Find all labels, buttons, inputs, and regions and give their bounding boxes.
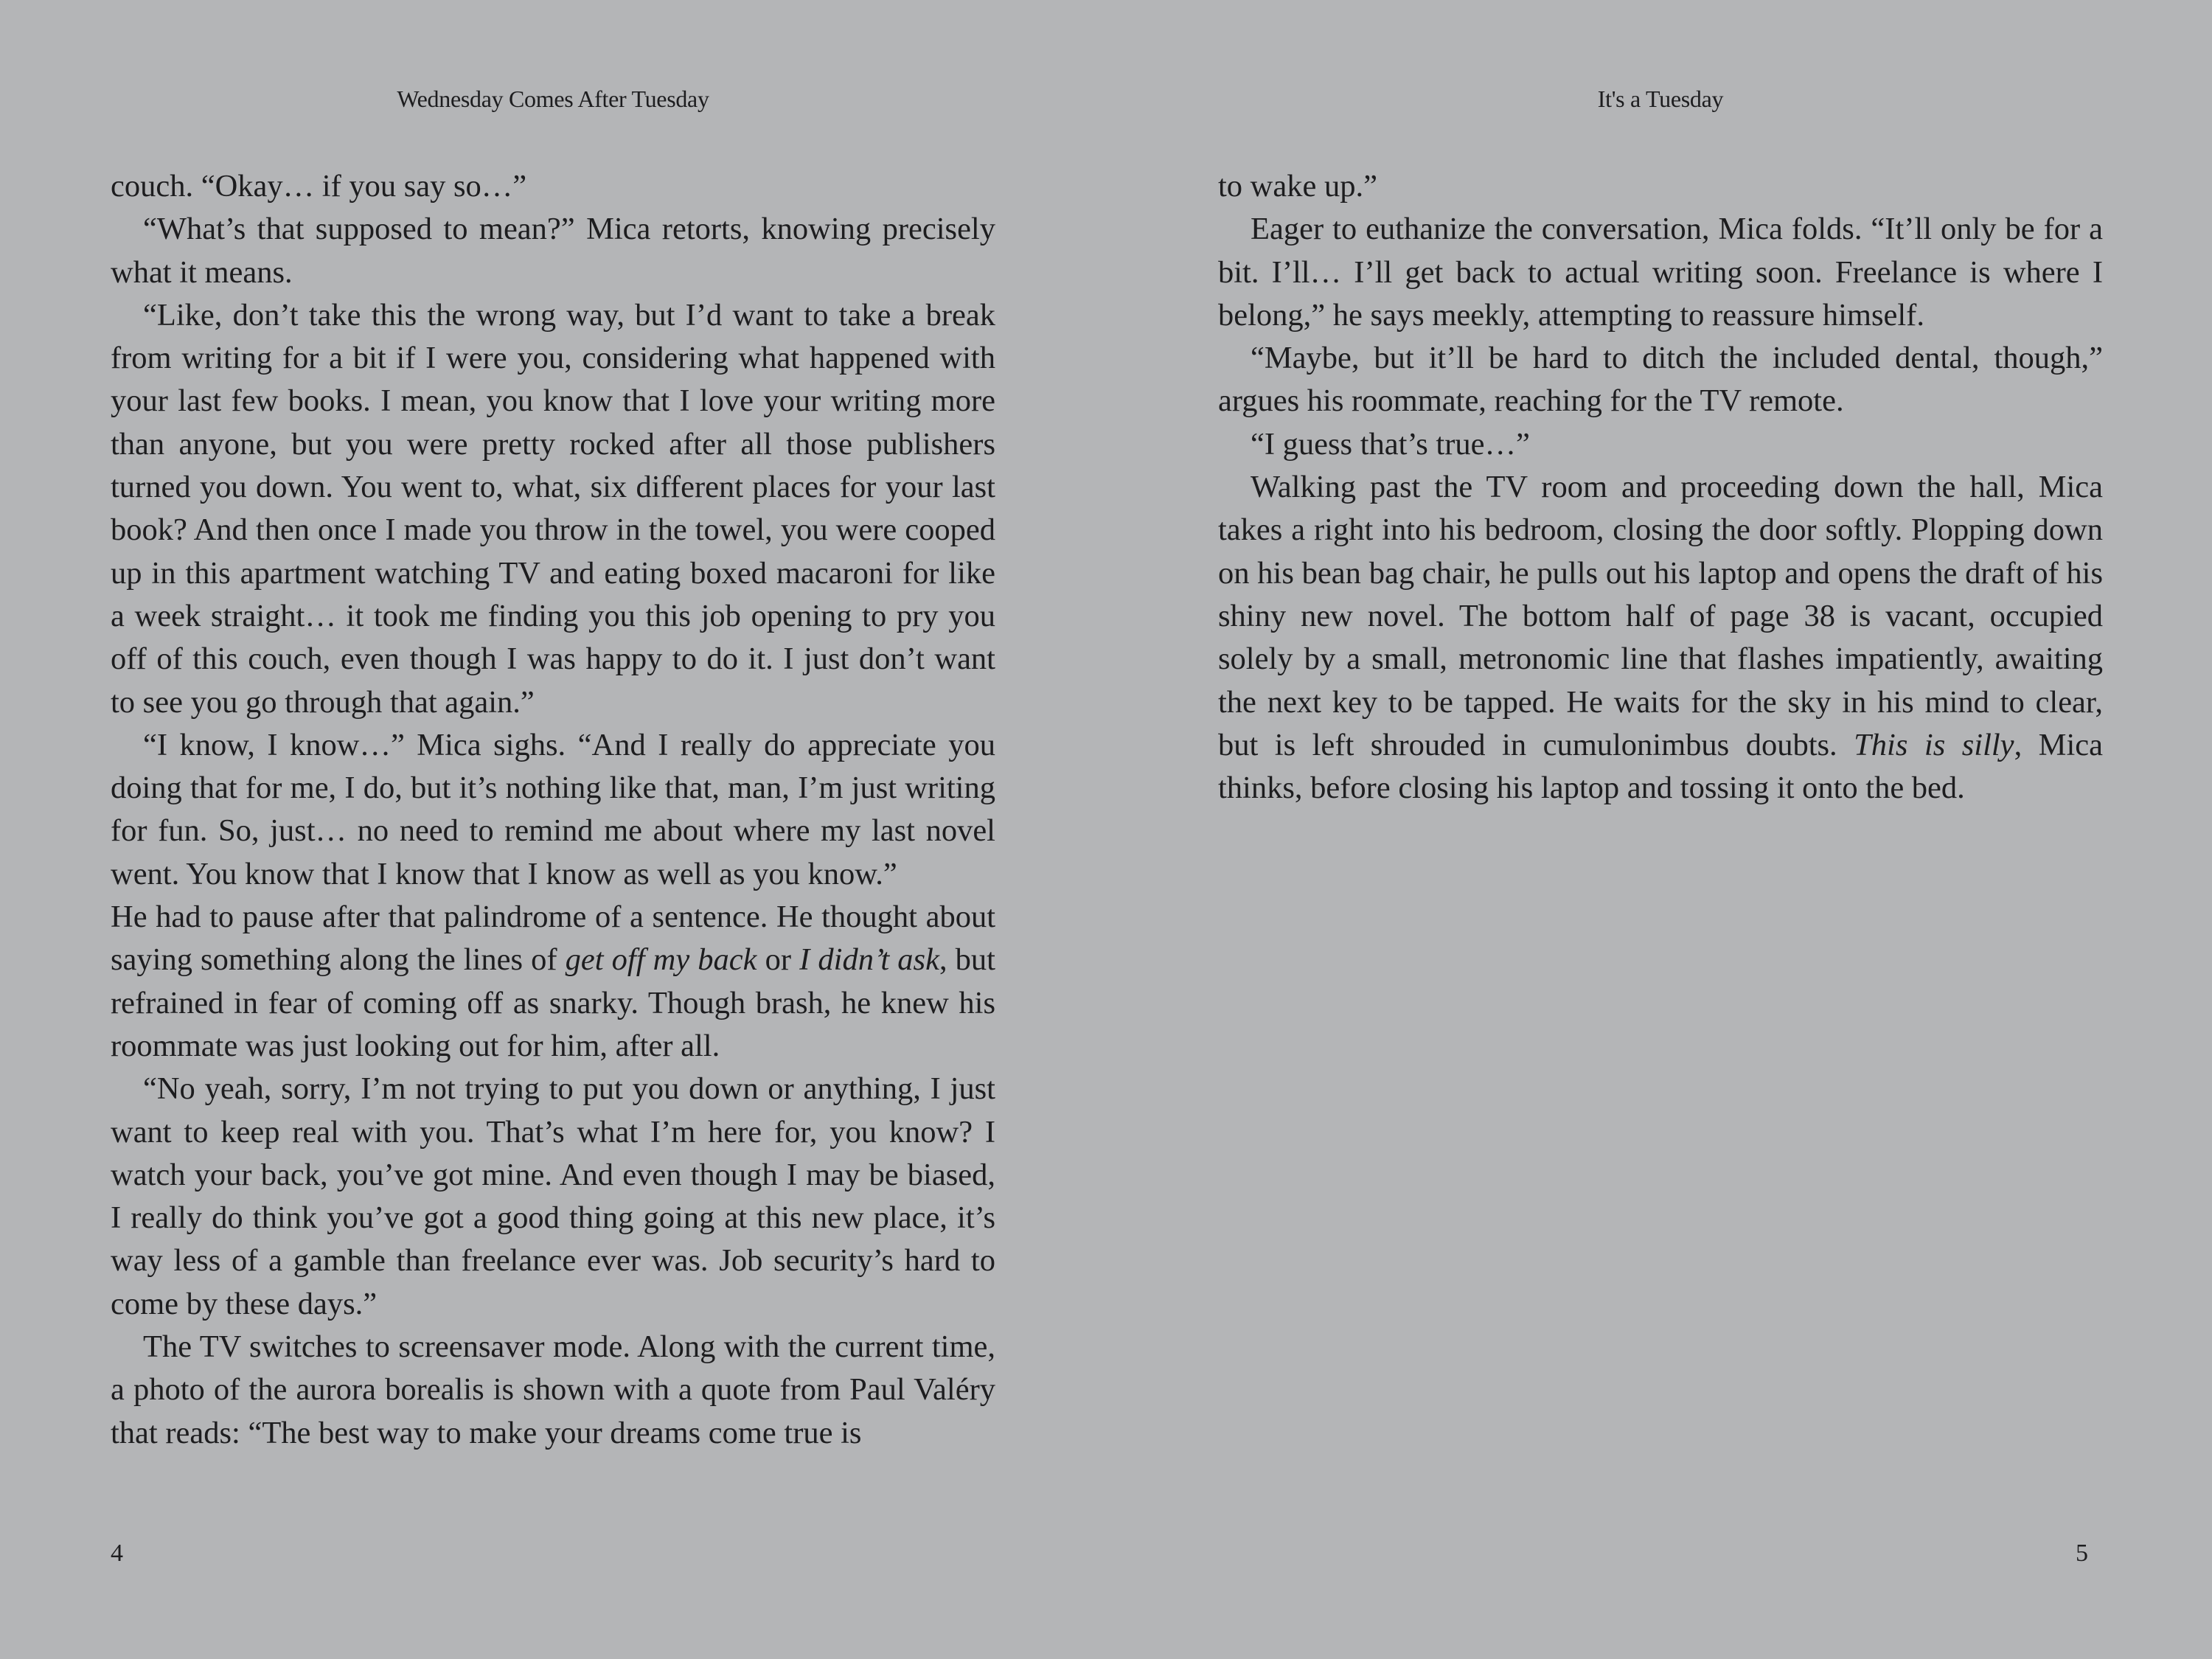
- text-run: He had to pause after that palindrome of a sentence. He thought about saying something along the lines of: [111, 900, 995, 978]
- paragraph: [1218, 466, 2103, 810]
- paragraph: [111, 896, 995, 1068]
- paragraph: “I guess that’s true…”: [1251, 426, 1530, 462]
- paragraph: “Maybe, but it’ll be hard to ditch the included dental, though,” argues his roommate, reaching for the TV remote.: [1218, 341, 2103, 419]
- left-page-body: [111, 165, 995, 1455]
- paragraph: couch. “Okay… if you say so…”: [111, 169, 527, 204]
- paragraph: “No yeah, sorry, I’m not trying to put you down or anything, I just want to keep real with you. That’s what I’m here for, you know? I watch your back, you’ve got mine. And even though I may be biased, I really do think you’ve got a good thing going at this new place, it’s way less of a gamble than freelance ever was. Job security’s hard to come by these days.”: [111, 1071, 995, 1321]
- paragraph: Eager to euthanize the conversation, Mica folds. “It’ll only be for a bit. I’ll… I’ll get back to actual writing soon. Freelance is where I belong,” he says meekly, attempting to reassure himself.: [1218, 212, 2103, 333]
- page-number-right: 5: [2076, 1540, 2088, 1567]
- paragraph: to wake up.”: [1218, 169, 1377, 204]
- text-run: , Mica thinks, before closing his laptop and tossing it onto the bed.: [1218, 727, 2103, 806]
- paragraph: “I know, I know…” Mica sighs. “And I really do appreciate you doing that for me, I do, but it’s nothing like that, man, I’m just writing for fun. So, just… no need to remind me about where my last novel went. You know that I know that I know as well as you know.”: [111, 727, 995, 891]
- text-run: or: [757, 942, 800, 978]
- left-page: [111, 0, 1010, 1659]
- page-number-left: 4: [111, 1540, 123, 1567]
- text-run: Walking past the TV room and proceeding down the hall, Mica takes a right into his bedroom, closing the door softly. Plopping down on his bean bag chair, he pulls out his laptop and opens the draft of his shiny new novel. The bottom half of page 38 is vacant, occupied solely by a small, metronomic line that flashes impatiently, awaiting the next key to be tapped. He waits for the sky in his mind to clear, but is left shrouded in cumulonimbus doubts.: [1218, 470, 2103, 762]
- right-page-body: [1218, 165, 2103, 810]
- italic-run: This is silly: [1854, 727, 2014, 762]
- text-run: , but refrained in fear of coming off as snarky. Though brash, he knew his roommate was just looking out for him, after all.: [111, 942, 995, 1063]
- paragraph: “What’s that supposed to mean?” Mica retorts, knowing precisely what it means.: [111, 212, 995, 290]
- running-head-right: It's a Tuesday: [1597, 86, 1724, 112]
- italic-run: I didn’t ask: [799, 942, 939, 978]
- italic-run: get off my back: [565, 942, 757, 978]
- running-head-left: Wednesday Comes After Tuesday: [397, 86, 709, 112]
- paragraph: The TV switches to screensaver mode. Along with the current time, a photo of the aurora borealis is shown with a quote from Paul Valéry that reads: “The best way to make your dreams come true is: [111, 1329, 995, 1450]
- paragraph: “Like, don’t take this the wrong way, but I’d want to take a break from writing for a bit if I were you, considering what happened with your last few books. I mean, you know that I love your writing more than anyone, but you were pretty rocked after all those publishers turned you down. You went to, what, six different places for your last book? And then once I made you throw in the towel, you were cooped up in this apartment watching TV and eating boxed macaroni for like a week straight… it took me finding you this job opening to pry you off of this couch, even though I was happy to do it. I just don’t want to see you go through that again.”: [111, 297, 995, 720]
- right-page: [1218, 0, 2118, 1659]
